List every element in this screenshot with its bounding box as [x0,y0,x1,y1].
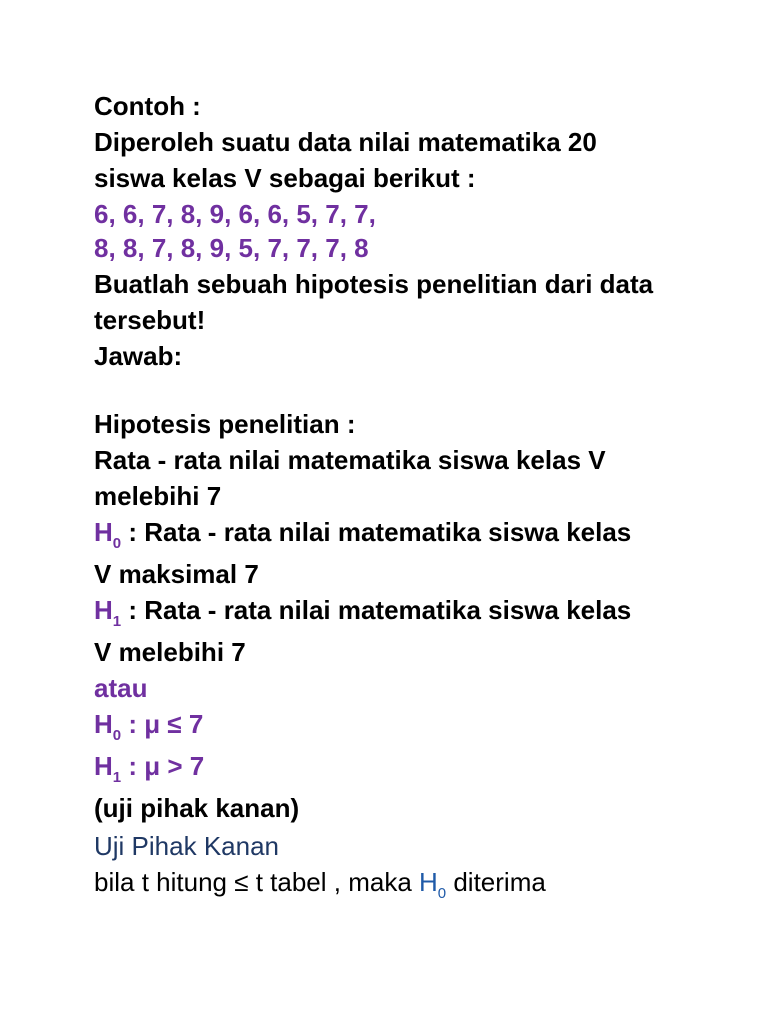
right-tail-note: (uji pihak kanan) [94,793,300,823]
h0-statement-cont: V maksimal 7 [94,559,259,589]
h1-formula: $H_1$ : μ > 7 [94,751,205,786]
h0-formula: $H_0$ : μ ≤ 7 [94,709,204,744]
data-values-line-2: 8, 8, 7, 8, 9, 5, 7, 7, 7, 8 [94,233,369,263]
h0-statement-text: : Rata - rata nilai matematika siswa kelas [121,517,632,547]
atau-label: atau [94,673,148,703]
data-values-line-1: 6, 6, 7, 8, 9, 6, 6, 5, 7, 7, [94,199,376,229]
h1-statement-text: : Rata - rata nilai matematika siswa kelas [121,595,632,625]
h1-symbol: $H_1$ [94,595,122,630]
example-label: Contoh : [94,91,201,121]
h0-symbol: $H_0$ [94,517,122,552]
task-line-1: Buatlah sebuah hipotesis penelitian dari data [94,269,654,299]
hypothesis-line-1: Rata - rata nilai matematika siswa kelas V [94,445,606,475]
right-tail-test-heading: Uji Pihak Kanan [94,831,279,861]
hypothesis-heading: Hipotesis penelitian : [94,409,356,439]
problem-line-2: siswa kelas V sebagai berikut : [94,163,476,193]
answer-label: Jawab: [94,341,183,371]
task-line-2: tersebut! [94,305,206,335]
h1-statement [94,594,632,630]
h0-symbol-rule: $H_0$ [419,867,447,902]
h1-statement-cont: V melebihi 7 [94,637,246,667]
h0-statement [94,516,632,552]
hypothesis-line-2: melebihi 7 [94,481,222,511]
problem-line-1: Diperoleh suatu data nilai matematika 20 [94,127,597,157]
decision-rule: bila t hitung ≤ t tabel , maka $H_0$ diterima [94,867,546,902]
